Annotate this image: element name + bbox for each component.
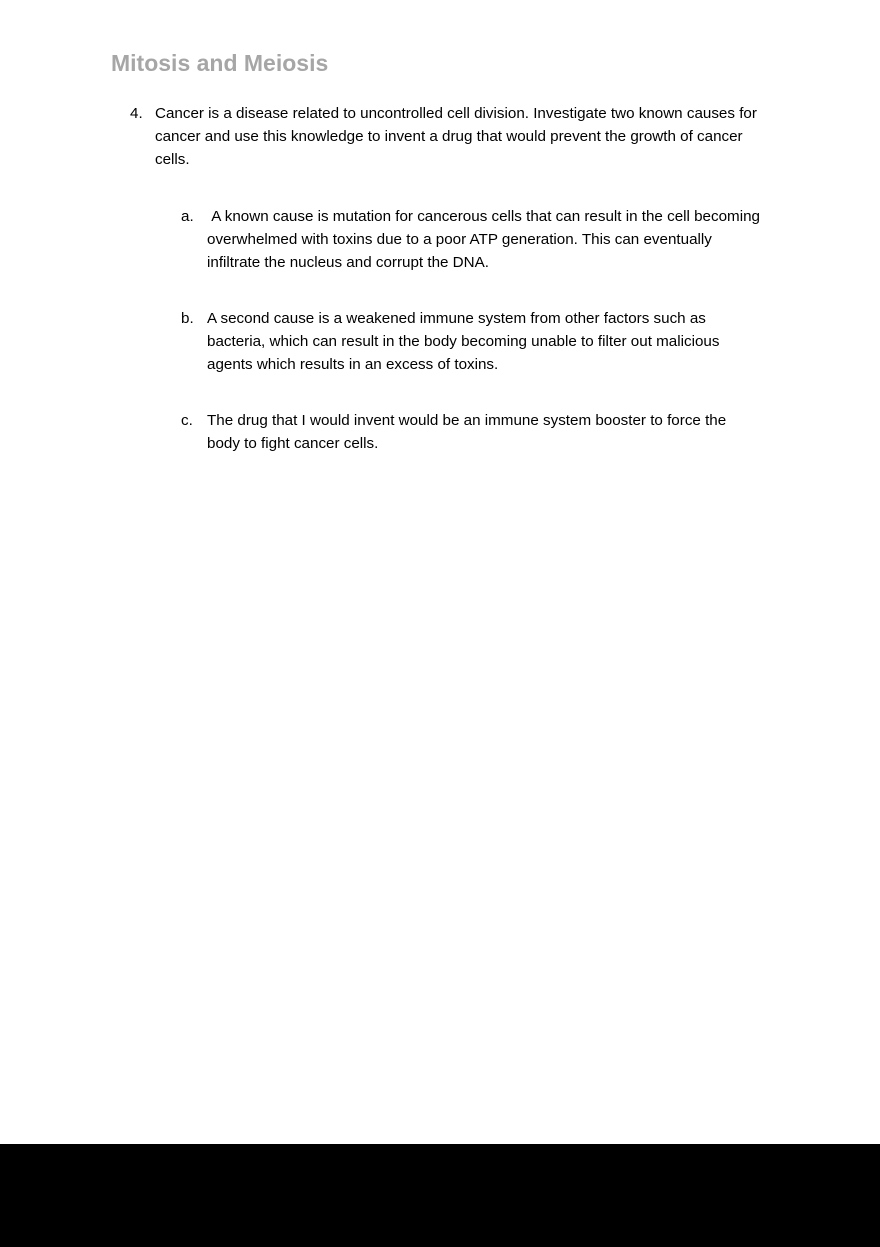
answer-b bbox=[181, 307, 761, 376]
answer-text: The drug that I would invent would be an immune system booster to force the body to fight cancer cells. bbox=[207, 412, 727, 452]
question-text: Cancer is a disease related to uncontrolled cell division. Investigate two known causes for cancer and use this knowledge to invent a drug that would prevent the growth of cancer cells. bbox=[155, 105, 757, 168]
question-number: 4. bbox=[130, 105, 143, 122]
answer-marker: a. bbox=[181, 208, 194, 225]
answer-text: A known cause is mutation for cancerous cells that can result in the cell becoming overwhelmed with toxins due to a poor ATP generation. This can eventually infiltrate the nucleus and corrupt the DNA. bbox=[207, 208, 765, 271]
bottom-black-band bbox=[0, 1144, 880, 1247]
answer-c bbox=[181, 409, 761, 455]
answer-a bbox=[181, 205, 765, 274]
question-4 bbox=[130, 102, 770, 171]
answer-text: A second cause is a weakened immune system from other factors such as bacteria, which can result in the body becoming unable to filter out malicious agents which results in an excess of toxins. bbox=[207, 310, 720, 373]
answer-marker: c. bbox=[181, 412, 193, 429]
answer-marker: b. bbox=[181, 310, 194, 327]
page-title: Mitosis and Meiosis bbox=[111, 50, 329, 76]
